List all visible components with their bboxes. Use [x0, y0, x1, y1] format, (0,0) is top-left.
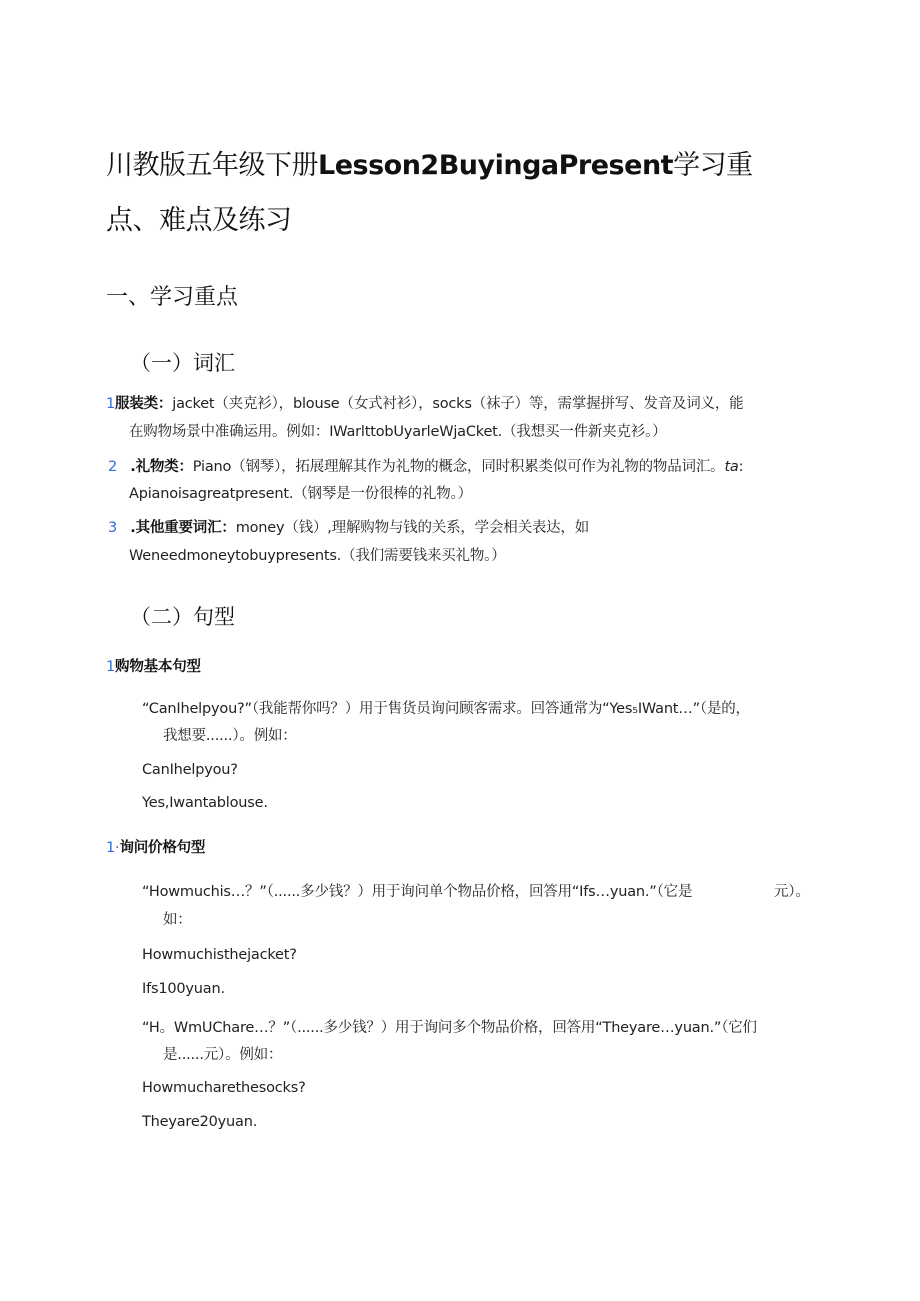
- item-label: 服装类：: [115, 396, 173, 412]
- group-number: 1: [106, 659, 116, 675]
- group-label: 询问价格句型: [119, 840, 206, 856]
- group-2-desc-line4: 是......元）。例如：: [163, 1047, 283, 1063]
- item-label: .其他重要词汇：: [130, 520, 236, 536]
- sentence-group-1-heading: [106, 655, 201, 676]
- item-text-italic: ta: [724, 459, 739, 475]
- vocab-item-1-line2: 在购物场景中准确运用。例如：IWarlttobUyarleWjaCket.（我想买一件新夹克衫。）: [129, 424, 667, 440]
- group-2-example-4: Theyare20yuan.: [142, 1114, 258, 1130]
- group-2-example-1: Howmuchisthejacket?: [142, 947, 297, 963]
- sentence-group-2-heading: [106, 836, 205, 857]
- item-text-end: :: [738, 459, 744, 475]
- group-2-desc-line3: “H。WmUChare…？”（......多少钱？）用于询问多个物品价格，回答用“Theyare…yuan.”（它们: [142, 1020, 757, 1036]
- group-1-example-1: CanIhelpyou?: [142, 762, 238, 778]
- title-prefix: 川教版五年级下册: [106, 150, 318, 181]
- document-title: [106, 143, 753, 182]
- vocab-item-2: [108, 455, 743, 476]
- group-2-example-2: Ifs100yuan.: [142, 981, 225, 997]
- group-2-desc-line2: 如：: [163, 912, 192, 928]
- group-number: 1·: [106, 840, 120, 856]
- item-text: jacket（夹克衫），blouse（女式衬衫），socks（袜子）等，需掌握拼写、发音及词义，能: [172, 396, 744, 412]
- group-1-desc-line1: “CanIhelpyou?”（我能帮你吗？）用于售货员询问顾客需求。回答通常为“Yes₅IWant…”（是的，: [142, 701, 750, 717]
- item-label: .礼物类：: [130, 459, 193, 475]
- document-title-line2: 点、难点及练习: [106, 205, 292, 236]
- item-number: 1: [106, 396, 116, 412]
- subsection-heading-vocab: （一）词汇: [130, 351, 235, 375]
- group-1-desc-line2: 我想要......）。例如：: [163, 728, 297, 744]
- item-text: Piano（钢琴），拓展理解其作为礼物的概念，同时积累类似可作为礼物的物品词汇。: [192, 459, 725, 475]
- subsection-heading-sentences: （二）句型: [130, 605, 235, 629]
- group-2-desc-line1b: 元）。: [774, 884, 810, 900]
- vocab-item-1: [106, 392, 743, 413]
- item-number: 3: [108, 520, 118, 536]
- item-text: money（钱）,理解购物与钱的关系，学会相关表达，如: [235, 520, 590, 536]
- vocab-item-3: [108, 516, 589, 537]
- vocab-item-3-line2: Weneedmoneytobuypresents.（我们需要钱来买礼物。）: [129, 548, 506, 564]
- section-heading: 一、学习重点: [106, 285, 239, 310]
- title-suffix: 学习重: [673, 150, 753, 181]
- item-number: 2: [108, 459, 118, 475]
- group-2-example-3: Howmucharethesocks?: [142, 1080, 306, 1096]
- group-label: 购物基本句型: [115, 659, 201, 675]
- vocab-item-2-line2: Apianoisagreatpresent.（钢琴是一份很棒的礼物。）: [129, 486, 472, 502]
- group-2-desc-line1a: “Howmuchis…？”（......多少钱？）用于询问单个物品价格，回答用“Ifs…yuan.”（它是: [142, 884, 693, 900]
- group-1-example-2: Yes,Iwantablouse.: [142, 795, 268, 811]
- title-bold: Lesson2BuyingaPresent: [318, 150, 674, 181]
